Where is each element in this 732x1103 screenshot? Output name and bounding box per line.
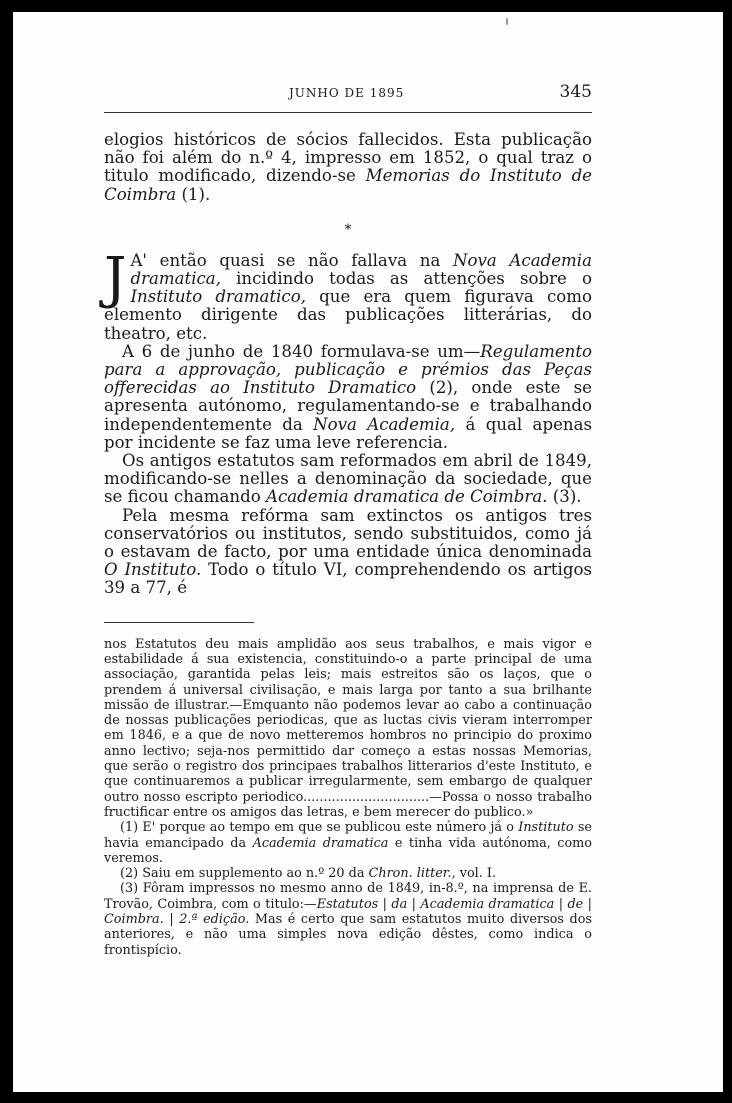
paragraph-3: A 6 de junho de 1840 formulava-se um—Regulamento para a approvação, publicação e prémios das Peças offerecidas ao Instituto Dramatico (2), onde este se apresenta autónomo, regulamentando-se e trabalhando independentemente da Nova Academia, á qual apenas por incidente se faz uma leve referencia. <box>104 341 592 452</box>
print-speck <box>506 18 508 25</box>
page-content <box>104 82 592 958</box>
footnote-rule <box>104 622 254 623</box>
footnote-2: (2) Saiu em supplemento ao n.º 20 da Chron. litter., vol. I. <box>120 866 497 882</box>
page-number: 345 <box>559 82 592 102</box>
header-rule <box>104 112 592 113</box>
drop-cap: J <box>104 245 127 311</box>
section-asterism: * <box>344 221 352 238</box>
running-title: JUNHO DE 1895 <box>289 86 405 100</box>
footnote-3: (3) Fôram impressos no mesmo anno de 1849, in-8.º, na imprensa de E. Trovão, Coimbra, com o titulo:—Estatutos | da | Academia dramatica | de | Coimbra. | 2.ª edição. Mas é certo que sam estatutos muito diversos dos anteriores, e não uma simples nova edição dêstes, como indica o frontispício. <box>104 881 592 958</box>
page <box>13 12 723 1092</box>
paragraph-4: Os antigos estatutos sam reformados em abril de 1849, modificando-se nelles a denominação da sociedade, que se ficou chamando Academia dramatica de Coimbra. (3). <box>104 451 592 507</box>
paragraph-5: Pela mesma refórma sam extinctos os antigos tres conservatórios ou institutos, sendo substituidos, como já o estavam de facto, por uma entidade única denominada O Instituto. Todo o título VI, comprehendendo os artigos 39 a 77, é <box>104 505 592 598</box>
footnote-1: (1) E' porque ao tempo em que se publicou este número já o Instituto se havia emancipado da Academia dramatica e tinha vida autónoma, como veremos. <box>104 820 592 866</box>
paragraph-2: J A' então quasi se não fallava na Nova Academia dramatica, incidindo todas as attenções sobre o Instituto dramatico, que era quem figurava como elemento dirigente das publicações litterárias, do theatro, etc. <box>104 245 592 343</box>
note-continuation: nos Estatutos deu mais amplidão aos seus trabalhos, e mais vigor e estabilidade á sua existencia, constituindo-o a parte principal de uma associação, garantida pelas leis; mais estreitos são os laços, que o prendem á universal civilisação, e mais larga por tanto a sua brilhante missão de illustrar.—Emquanto não podemos levar ao cabo a continuação de nossas publicações periodicas, que as luctas civis vieram interromper em 1846, e a que de novo metteremos hombros no principio do proximo anno lectivo; seja-nos permittido dar começo a estas nossas Memorias, que serão o registro dos principaes trabalhos litterarios d'este Instituto, e que continuaremos a publicar irregularmente, sem embargo de qualquer outro nosso escripto periodico...............................—Possa o nosso trabalho fructificar entre os amigos das letras, e bem merecer do publico.» <box>104 636 592 820</box>
page-header <box>104 82 592 106</box>
paragraph-1: elogios históricos de sócios fallecidos. Esta publicação não foi além do n.º 4, impresso em 1852, o qual traz o titulo modificado, dizendo-se Memorias do Instituto de Coimbra (1). <box>104 130 593 204</box>
